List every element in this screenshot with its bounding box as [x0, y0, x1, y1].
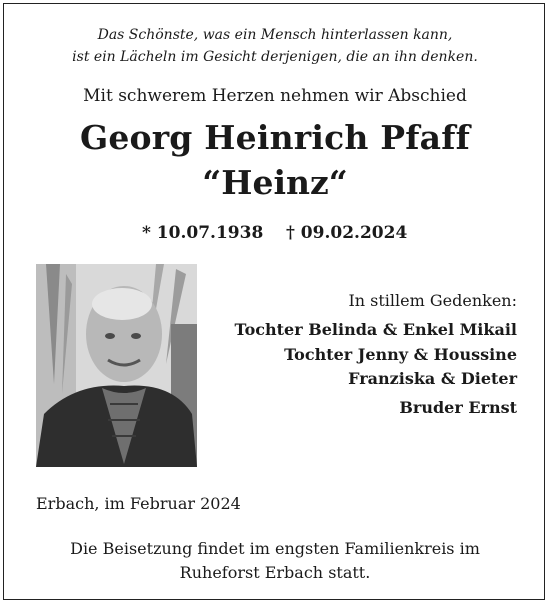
portrait-photo-graphic — [36, 264, 197, 467]
birth-date: * 10.07.1938 — [142, 223, 264, 243]
place-date: Erbach, im Februar 2024 — [36, 494, 241, 513]
mourner-line: Tochter Belinda & Enkel Mikail — [234, 320, 517, 339]
mourners-heading: In stillem Gedenken: — [348, 291, 517, 310]
death-date: † 09.02.2024 — [286, 223, 408, 243]
mourner-line: Franziska & Dieter — [348, 369, 517, 388]
burial-notice-line-1: Die Beisetzung findet im engsten Familienkreis im — [70, 539, 480, 558]
deceased-name: Georg Heinrich Pfaff — [79, 118, 471, 157]
portrait-photo — [36, 264, 197, 467]
mourner-line: Bruder Ernst — [399, 398, 517, 417]
quote-line-2: ist ein Lächeln im Gesicht derjenigen, die an ihn denken. — [72, 49, 478, 65]
deceased-nickname: “Heinz“ — [202, 163, 348, 202]
burial-notice-line-2: Ruheforst Erbach statt. — [179, 563, 371, 582]
farewell-intro: Mit schwerem Herzen nehmen wir Abschied — [83, 86, 467, 106]
quote-line-1: Das Schönste, was ein Mensch hinterlassen kann, — [97, 27, 453, 43]
mourner-line: Tochter Jenny & Houssine — [284, 345, 517, 364]
